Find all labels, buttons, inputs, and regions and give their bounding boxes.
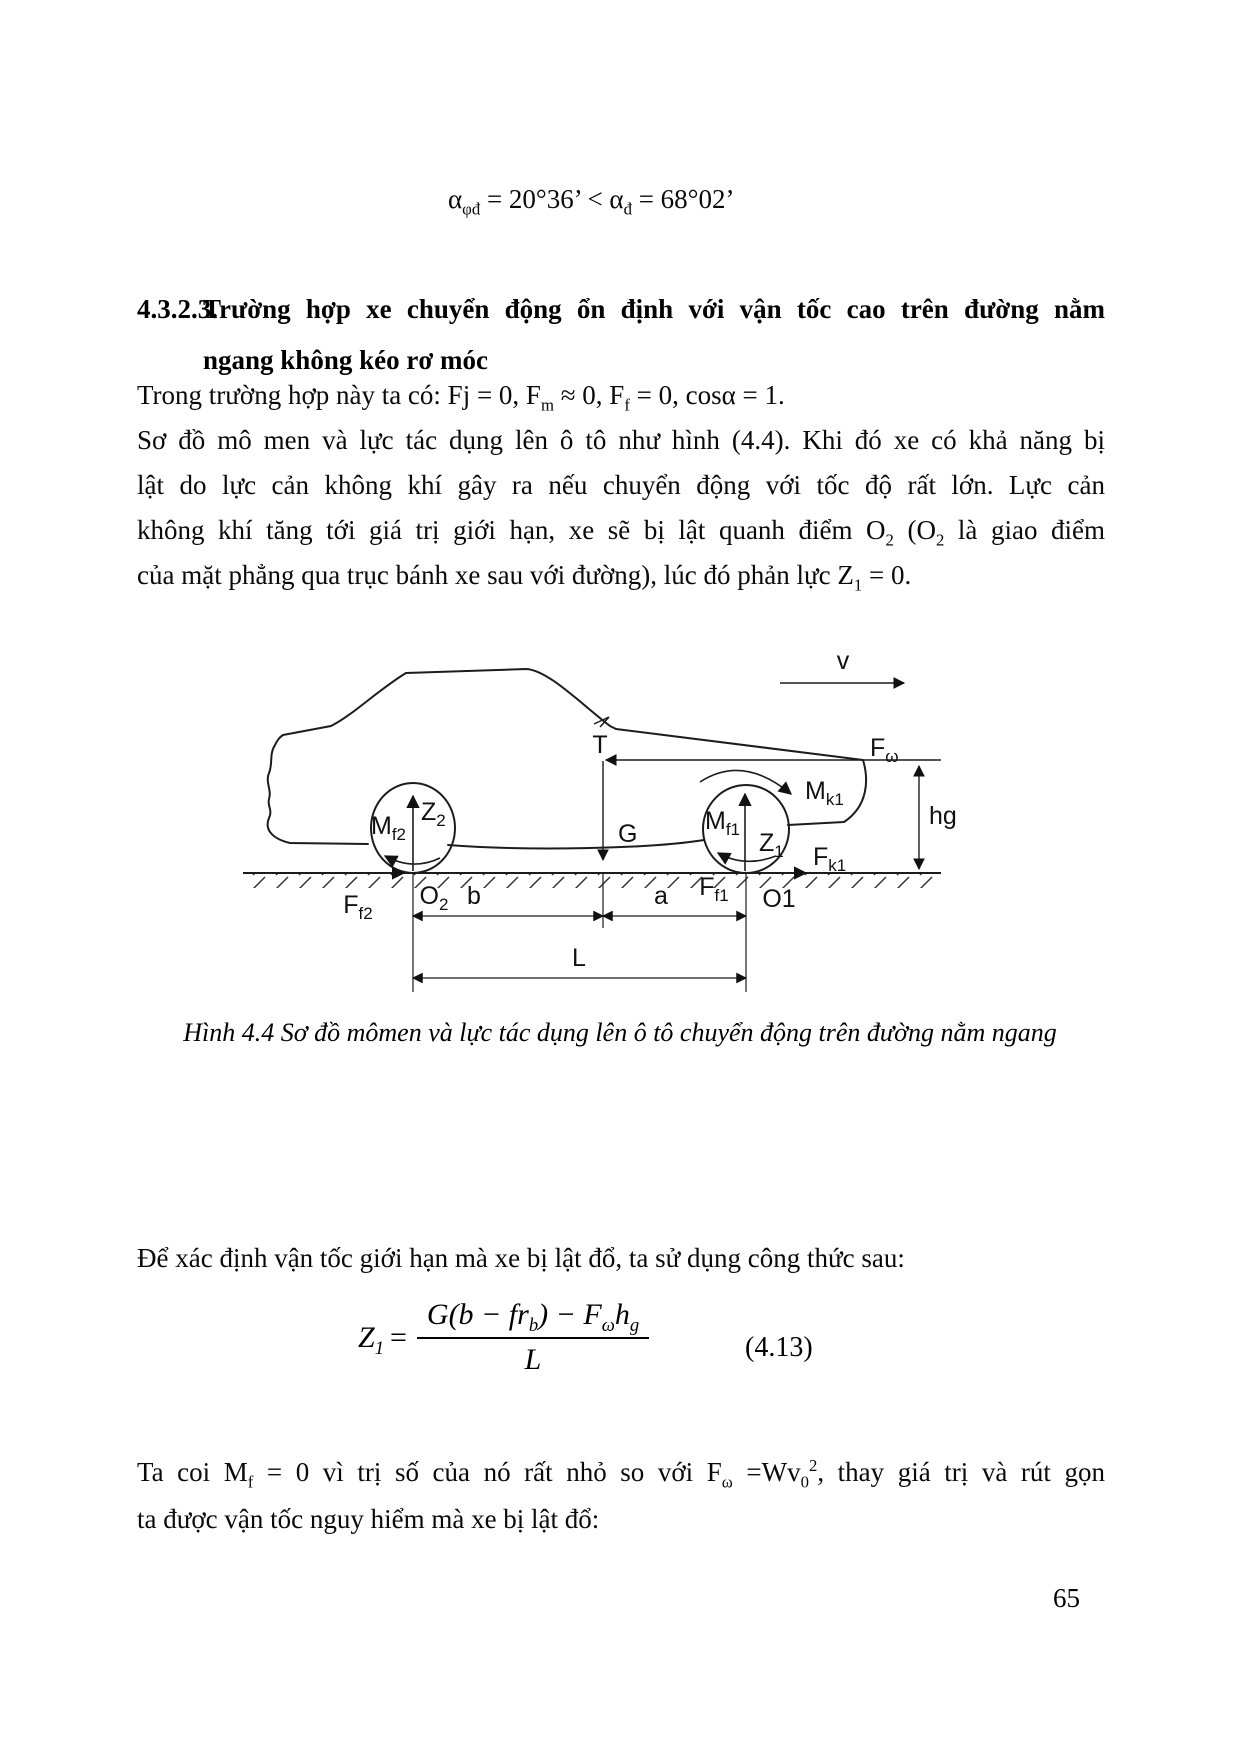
- equation-413: [358, 1298, 649, 1377]
- section-number: 4.3.2.3.: [137, 294, 218, 324]
- equation-lhs: $Z_1$: [358, 1320, 384, 1359]
- text-line: của mặt phẳng qua trục bánh xe sau với đường), lúc đó phản lực $Z_1 = 0$.: [137, 560, 912, 595]
- label-b-dimension: b: [467, 882, 481, 910]
- text-line: Ta coi $M_f = 0$ vì trị số của nó rất nhỏ so với $F_\omega =Wv_0^2$, thay giá trị và rút gọn: [137, 1456, 1105, 1492]
- figure-4-4: [228, 568, 988, 1008]
- ground-hatching: [243, 874, 941, 888]
- label-hg-dimension: hg: [929, 802, 957, 830]
- vehicle-force-diagram: [228, 568, 988, 1008]
- text-line: lật do lực cản không khí gây ra nếu chuyển động với tốc độ rất lớn. Lực cản: [137, 470, 1105, 500]
- section-title-line1: Trường hợp xe chuyển động ổn định với vận tốc cao trên đường nằm: [203, 294, 1105, 324]
- section-title-line2: ngang không kéo rơ móc: [203, 345, 488, 375]
- equation-fraction: [417, 1298, 649, 1377]
- page-number: 65: [1053, 1583, 1080, 1613]
- label-ff1-resistance: $F_{f1}$: [699, 873, 729, 905]
- label-o2-point: $O_2$: [419, 882, 449, 914]
- label-velocity: v: [836, 647, 850, 675]
- text-line: ta được vận tốc nguy hiểm mà xe bị lật đổ:: [137, 1504, 600, 1534]
- paragraph-3: [137, 1449, 1105, 1543]
- label-z1-reaction: $Z_1$: [759, 829, 784, 861]
- label-weight: G: [618, 820, 638, 848]
- top-formula: $\alpha_{\varphi đ} = 20^\circ 36$’ < $\alpha_đ = 68^\circ 02$’: [448, 184, 735, 219]
- label-o1-point: O1: [762, 885, 796, 913]
- label-mf2-moment: $M_{f2}$: [371, 812, 407, 844]
- label-l-wheelbase: L: [572, 944, 586, 972]
- equation-numerator: $G(b - fr_b) - F_\omega h_g$: [417, 1298, 649, 1339]
- label-t-force: T: [592, 731, 608, 759]
- equation-number: (4.13): [745, 1332, 813, 1363]
- label-ff2-resistance: $F_{f2}$: [343, 891, 373, 923]
- label-mf1-moment: $M_{f1}$: [705, 807, 741, 839]
- label-air-resistance: $F_\omega$: [870, 734, 899, 766]
- text-line: Sơ đồ mô men và lực tác dụng lên ô tô như hình (4.4). Khi đó xe có khả năng bị: [137, 425, 1105, 455]
- paragraph-1: [137, 373, 1105, 598]
- car-outline: [268, 669, 866, 848]
- figure-caption: Hình 4.4 Sơ đồ mômen và lực tác dụng lên ô tô chuyển động trên đường nằm ngang: [183, 1018, 1057, 1047]
- label-z2-reaction: $Z_2$: [421, 798, 446, 830]
- text-line: không khí tăng tới giá trị giới hạn, xe sẽ bị lật quanh điểm $O_2$ ($O_2$ là giao điểm: [137, 515, 1105, 550]
- equals-sign: =: [389, 1320, 407, 1354]
- paragraph-2: Để xác định vận tốc giới hạn mà xe bị lật đổ, ta sử dụng công thức sau:: [137, 1243, 905, 1273]
- label-a-dimension: a: [654, 882, 668, 910]
- equation-denominator: L: [524, 1343, 542, 1376]
- label-mk1-moment: $M_{k1}$: [805, 777, 844, 809]
- mk1-torque-arc: [700, 770, 791, 794]
- text-line: Trong trường hợp này ta có: Fj = 0, $F_m \approx 0$, $F_f = 0$, cosα = 1.: [137, 380, 785, 415]
- label-fk1-traction: $F_{k1}$: [813, 843, 847, 875]
